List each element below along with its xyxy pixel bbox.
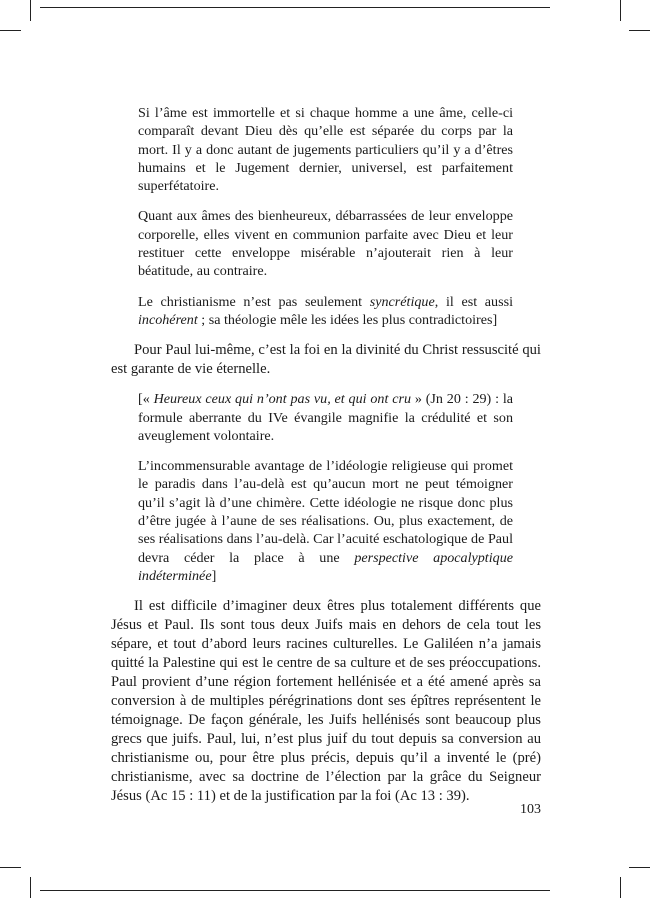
text-run: Il est difficile d’imaginer deux êtres plus totalement différents que Jésus et Paul. Ils sont tous deux Juifs mais en dehors de cela tout les sépare, et tout d’abord leurs racines culturelles. Le Galiléen n’a jamais quitté la Palestine qui est le centre de sa culture et de ses préoccupations. Paul provient d’une région fortement hellénisée et a été amené après sa conversion à de multiples pérégrinations dont ses épîtres représentent le témoignage. De façon générale, les Juifs hellénisés sont beaucoup plus grecs que juifs. Paul, lui, n’est plus juif du tout depuis sa conversion au christianisme ou, pour être plus précis, depuis qu’il a inventé le (pré) christianisme, avec sa doctrine de l’élection par la grâce du Seigneur Jésus (Ac 15 : 11) et de la justification par la foi (Ac 13 : 39).: [111, 598, 541, 805]
text-run: Pour Paul lui-même, c’est la foi en la divinité du Christ ressuscité qui est garante de vie éternelle.: [111, 342, 541, 378]
text-run: , il est aussi: [434, 293, 513, 310]
text-run: L’incommensurable avantage de l’idéologie religieuse qui promet le paradis dans l’au-delà est qu’aucun mort ne peut témoigner qu’il s’agit là d’une chimère. Cette idéologie ne risque donc plus d’être jugée à l’aune de ses réalisations. Ou, plus exactement, de ses réalisations dans l’au-delà. Car l’acuité eschatologique de Paul devra céder la place à une: [138, 458, 513, 566]
text-run: ]: [211, 567, 217, 584]
page-number: 103: [520, 802, 541, 817]
body-paragraph: [111, 341, 541, 379]
text-run: Si l’âme est immortelle et si chaque homme a une âme, celle-ci comparaît devant Dieu dès qu’elle est séparée du corps par la mort. Il y a donc autant de jugements particuliers qu’il y a d’êtres humains et le Jugement dernier, universel, est parfaitement superfétatoire.: [138, 105, 513, 195]
crop-mark-bottom-left-h: [0, 867, 21, 868]
italic-text: syncrétique: [369, 293, 435, 310]
quoted-paragraph: [138, 293, 513, 330]
crop-mark-bottom-right-h: [629, 867, 650, 868]
quoted-paragraph: [138, 207, 513, 280]
top-trim-line: [40, 7, 550, 8]
text-run: Le christianisme n’est pas seulement: [138, 293, 370, 310]
quoted-paragraph: [138, 104, 513, 195]
italic-text: incohérent: [138, 311, 198, 328]
quoted-paragraph: [138, 457, 513, 585]
crop-mark-top-left-v: [30, 0, 31, 21]
crop-mark-bottom-right-v: [620, 877, 621, 898]
crop-mark-bottom-left-v: [30, 877, 31, 898]
bottom-trim-line: [40, 890, 550, 891]
crop-mark-top-right-h: [629, 30, 650, 31]
crop-mark-top-right-v: [620, 0, 621, 21]
crop-mark-top-left-h: [0, 30, 21, 31]
italic-text: perspective apocalyptique indéterminée: [138, 549, 513, 584]
text-run: ; sa théologie mêle les idées les plus contradictoires]: [197, 311, 498, 328]
italic-text: Heureux ceux qui n’ont pas vu, et qui ont cru: [153, 391, 412, 408]
text-run: » (Jn 20 : 29) : la formule aberrante du IVe évangile magnifie la crédulité et son aveuglement volontaire.: [138, 391, 513, 444]
text-run: Quant aux âmes des bienheureux, débarrassées de leur enveloppe corporelle, elles vivent en communion parfaite avec Dieu et leur restituer cette enveloppe misérable n’ajouterait rien à leur béatitude, au contraire.: [138, 208, 513, 280]
page-text: [111, 104, 541, 817]
body-paragraph: [111, 597, 541, 806]
quoted-paragraph: [138, 390, 513, 445]
text-run: [«: [138, 391, 154, 408]
